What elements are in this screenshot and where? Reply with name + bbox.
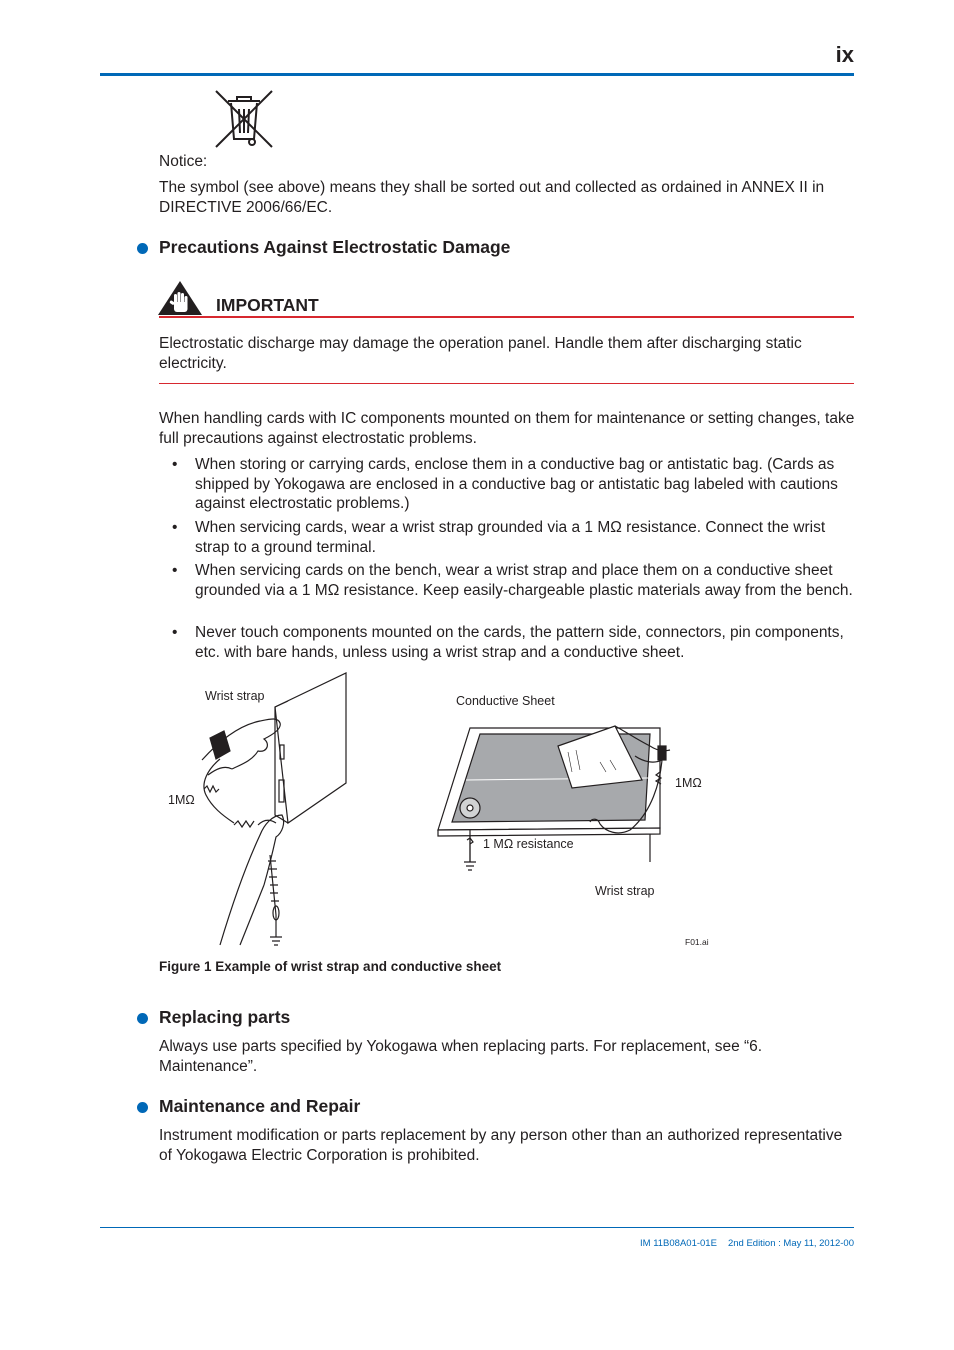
list-bullet: • bbox=[172, 519, 178, 536]
conductive-sheet-illustration bbox=[430, 712, 700, 882]
figure-caption: Figure 1 Example of wrist strap and conductive sheet bbox=[159, 959, 502, 974]
page-number: ix bbox=[835, 42, 854, 67]
list-item-text: When servicing cards on the bench, wear a wrist strap and place them on a conductive sheet grounded via a 1 MΩ resistance. Keep easily-chargeable plastic materials away from the bench. bbox=[195, 562, 853, 599]
label-1mohm-right: 1MΩ bbox=[675, 776, 702, 790]
crossed-out-wheeled-bin-icon bbox=[214, 89, 274, 151]
important-bottom-rule bbox=[159, 383, 854, 384]
section-bullet-maintenance bbox=[137, 1100, 148, 1118]
list-bullet: • bbox=[172, 624, 178, 641]
label-conductive-sheet: Conductive Sheet bbox=[456, 694, 555, 708]
important-label: IMPORTANT bbox=[216, 295, 319, 315]
label-1mohm-left: 1MΩ bbox=[168, 793, 195, 807]
header-rule bbox=[100, 73, 854, 76]
label-resistance: 1 MΩ resistance bbox=[483, 837, 574, 851]
list-item-text: When servicing cards, wear a wrist strap grounded via a 1 MΩ resistance. Connect the wrist strap to a ground terminal. bbox=[195, 519, 826, 556]
figure-file-id: F01.ai bbox=[685, 937, 709, 947]
notice-text: The symbol (see above) means they shall be sorted out and collected as ordained in ANNEX II in DIRECTIVE 2006/66/EC. bbox=[159, 179, 825, 216]
section-title-replacing: Replacing parts bbox=[159, 1007, 291, 1027]
footer-edition: 2nd Edition : May 11, 2012-00 bbox=[727, 1238, 854, 1249]
important-text: Electrostatic discharge may damage the operation panel. Handle them after discharging static electricity. bbox=[159, 335, 802, 372]
important-top-rule bbox=[159, 316, 854, 318]
section-bullet-esd bbox=[137, 241, 148, 259]
esd-intro: When handling cards with IC components mounted on them for maintenance or setting changes, take full precautions against electrostatic problems. bbox=[159, 410, 855, 447]
notice-label: Notice: bbox=[159, 153, 208, 170]
list-bullet: • bbox=[172, 456, 178, 473]
list-item-text: Never touch components mounted on the cards, the pattern side, connectors, pin components, etc. with bare hands, unless using a wrist strap and a conductive sheet. bbox=[195, 624, 844, 661]
label-wrist-strap-left: Wrist strap bbox=[205, 689, 265, 703]
section-title-maintenance: Maintenance and Repair bbox=[159, 1096, 361, 1116]
important-hand-icon bbox=[157, 280, 203, 316]
footer-rule bbox=[100, 1227, 854, 1228]
list-bullet: • bbox=[172, 562, 178, 579]
wrist-strap-card-illustration bbox=[160, 665, 360, 950]
section-bullet-replacing bbox=[137, 1011, 148, 1029]
section-title-esd: Precautions Against Electrostatic Damage bbox=[159, 237, 511, 257]
replacing-text: Always use parts specified by Yokogawa when replacing parts. For replacement, see “6. Maintenance”. bbox=[159, 1038, 763, 1075]
label-wrist-strap-right: Wrist strap bbox=[595, 884, 655, 898]
footer-doc-id: IM 11B08A01-01E bbox=[640, 1238, 717, 1249]
list-item-text: When storing or carrying cards, enclose them in a conductive bag or antistatic bag. (Cards as shipped by Yokogawa are enclosed in a conductive bag or antistatic bag labeled with cautions against electrostatic problems.) bbox=[195, 456, 838, 512]
maintenance-text: Instrument modification or parts replacement by any person other than an authorized representative of Yokogawa Electric Corporation is prohibited. bbox=[159, 1127, 843, 1164]
